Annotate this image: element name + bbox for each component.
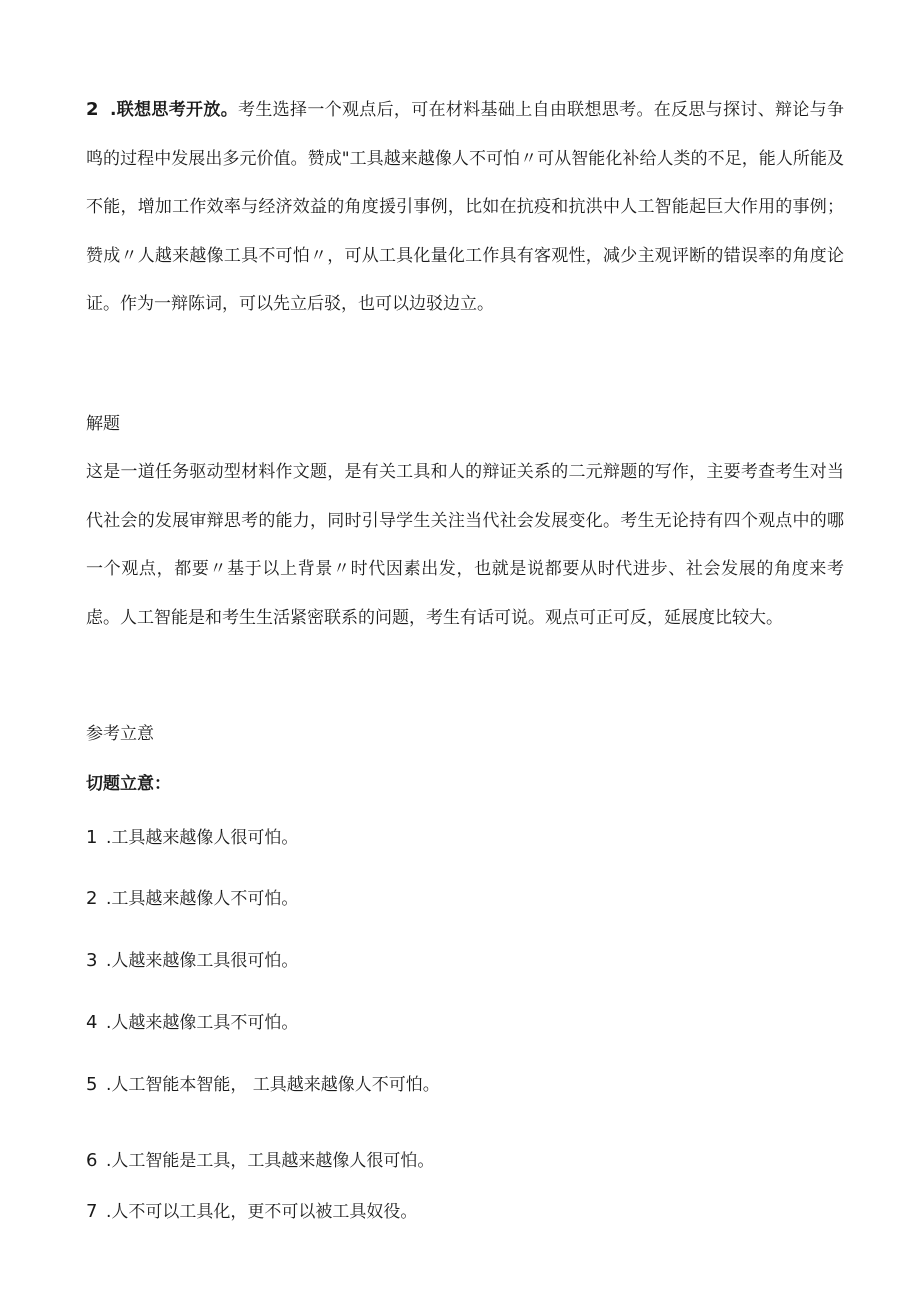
- reference-subheading: 切题立意：: [86, 774, 171, 794]
- analysis-heading: 解题: [86, 414, 120, 434]
- reference-heading: 参考立意: [86, 724, 154, 744]
- list-item: 6 .人工智能是工具，工具越来越像人很可怕。: [86, 1150, 435, 1171]
- list-item: 1 .工具越来越像人很可怕。: [86, 827, 299, 848]
- section-body: 考生选择一个观点后，可在材料基础上自由联想思考。在反思与探讨、辩论与争鸣的过程中发展出多元价值。赞成"工具越来越像人不可怕〃可从智能化补给人类的不足，能人所能及不能，增加工作效率与经济效益的角度援引事例，比如在抗疫和抗洪中人工智能起巨大作用的事例；赞成〃人越来越像工具不可怕〃，可从工具化量化工作具有客观性，减少主观评断的错误率的角度论证。作为一辩陈词，可以先立后驳，也可以边驳边立。: [86, 100, 844, 314]
- list-item: 7 .人不可以工具化，更不可以被工具奴役。: [86, 1201, 418, 1222]
- list-item: 4 .人越来越像工具不可怕。: [86, 1012, 299, 1033]
- section-number: 2: [86, 99, 99, 120]
- list-item: 3 .人越来越像工具很可怕。: [86, 950, 299, 971]
- list-item: 5 .人工智能本智能， 工具越来越像人不可怕。: [86, 1074, 440, 1095]
- section-2-paragraph: [86, 86, 844, 329]
- section-lead: .联想思考开放。: [109, 100, 239, 120]
- analysis-paragraph: 这是一道任务驱动型材料作文题，是有关工具和人的辩证关系的二元辩题的写作，主要考查考生对当代社会的发展审辩思考的能力，同时引导学生关注当代社会发展变化。考生无论持有四个观点中的哪一个观点，都要〃基于以上背景〃时代因素出发，也就是说都要从时代进步、社会发展的角度来考虑。人工智能是和考生生活紧密联系的问题，考生有话可说。观点可正可反，延展度比较大。: [86, 462, 844, 628]
- list-item: 2 .工具越来越像人不可怕。: [86, 888, 299, 909]
